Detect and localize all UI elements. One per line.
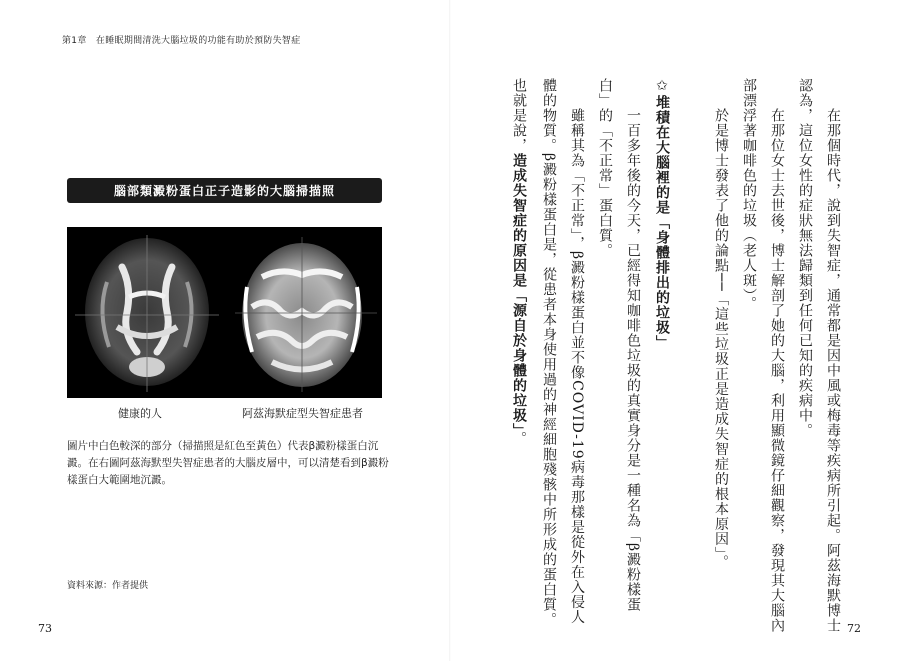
emphasis-text: 造成失智症的原因是「源自於身體的垃圾」 <box>511 153 527 431</box>
patient-brain-scan <box>235 237 377 392</box>
text-column-5: 於是博士發表了他的論點──「這些垃圾正是造成失智症的根本原因」。 <box>713 108 729 570</box>
text-column-9: 雖稱其為「不正常」，β澱粉樣蛋白並不像COVID-19病毒那樣是從外在入侵人 <box>569 108 585 625</box>
brain-scan-image <box>67 227 382 398</box>
figure-title: 腦部類澱粉蛋白正子造影的大腦掃描照 <box>67 178 382 203</box>
text-column-10: 體的物質。β澱粉樣蛋白是，從患者本身使用過的神經細胞殘骸中所形成的蛋白質。 <box>541 78 557 628</box>
text-column-3: 在那位女士去世後，博士解剖了她的大腦，利用顯微鏡仔細觀察，發現其大腦內 <box>769 108 785 633</box>
healthy-brain-scan <box>75 235 219 392</box>
label-healthy: 健康的人 <box>118 407 162 420</box>
figure-source: 資料來源：作者提供 <box>67 581 149 591</box>
text-column-8: 白」的「不正常」蛋白質。 <box>597 78 613 258</box>
text-column-11: 也就是說，造成失智症的原因是「源自於身體的垃圾」。 <box>511 78 527 446</box>
brain-scan-panel <box>67 227 382 398</box>
label-patient: 阿茲海默症型失智症患者 <box>242 407 363 420</box>
page-number-right: 72 <box>847 622 861 635</box>
section-heading: ✩堆積在大腦裡的是「身體排出的垃圾」 <box>654 78 670 350</box>
text-column-7: 一百多年後的今天，已經得知咖啡色垃圾的真實身分是一種名為「β澱粉樣蛋 <box>625 108 641 613</box>
figure-caption: 圖片中白色較深的部分（掃描照是紅色至黃色）代表β澱粉樣蛋白沉澱。在右圖阿茲海默型失智症患者的大腦皮層中，可以清楚看到β澱粉樣蛋白大範圍地沉澱。 <box>67 440 389 486</box>
text-column-1: 在那個時代，說到失智症，通常都是因中風或梅毒等疾病所引起。阿茲海默博士 <box>825 108 841 633</box>
page-gutter <box>449 0 451 661</box>
text-column-2: 認為，這位女性的症狀無法歸類到任何已知的疾病中。 <box>797 78 813 438</box>
running-head: 第1章 在睡眠期間清洗大腦垃圾的功能有助於預防失智症 <box>62 36 301 46</box>
text-column-4: 部漂浮著咖啡色的垃圾（老人斑）。 <box>741 78 757 311</box>
page-number-left: 73 <box>38 622 52 635</box>
